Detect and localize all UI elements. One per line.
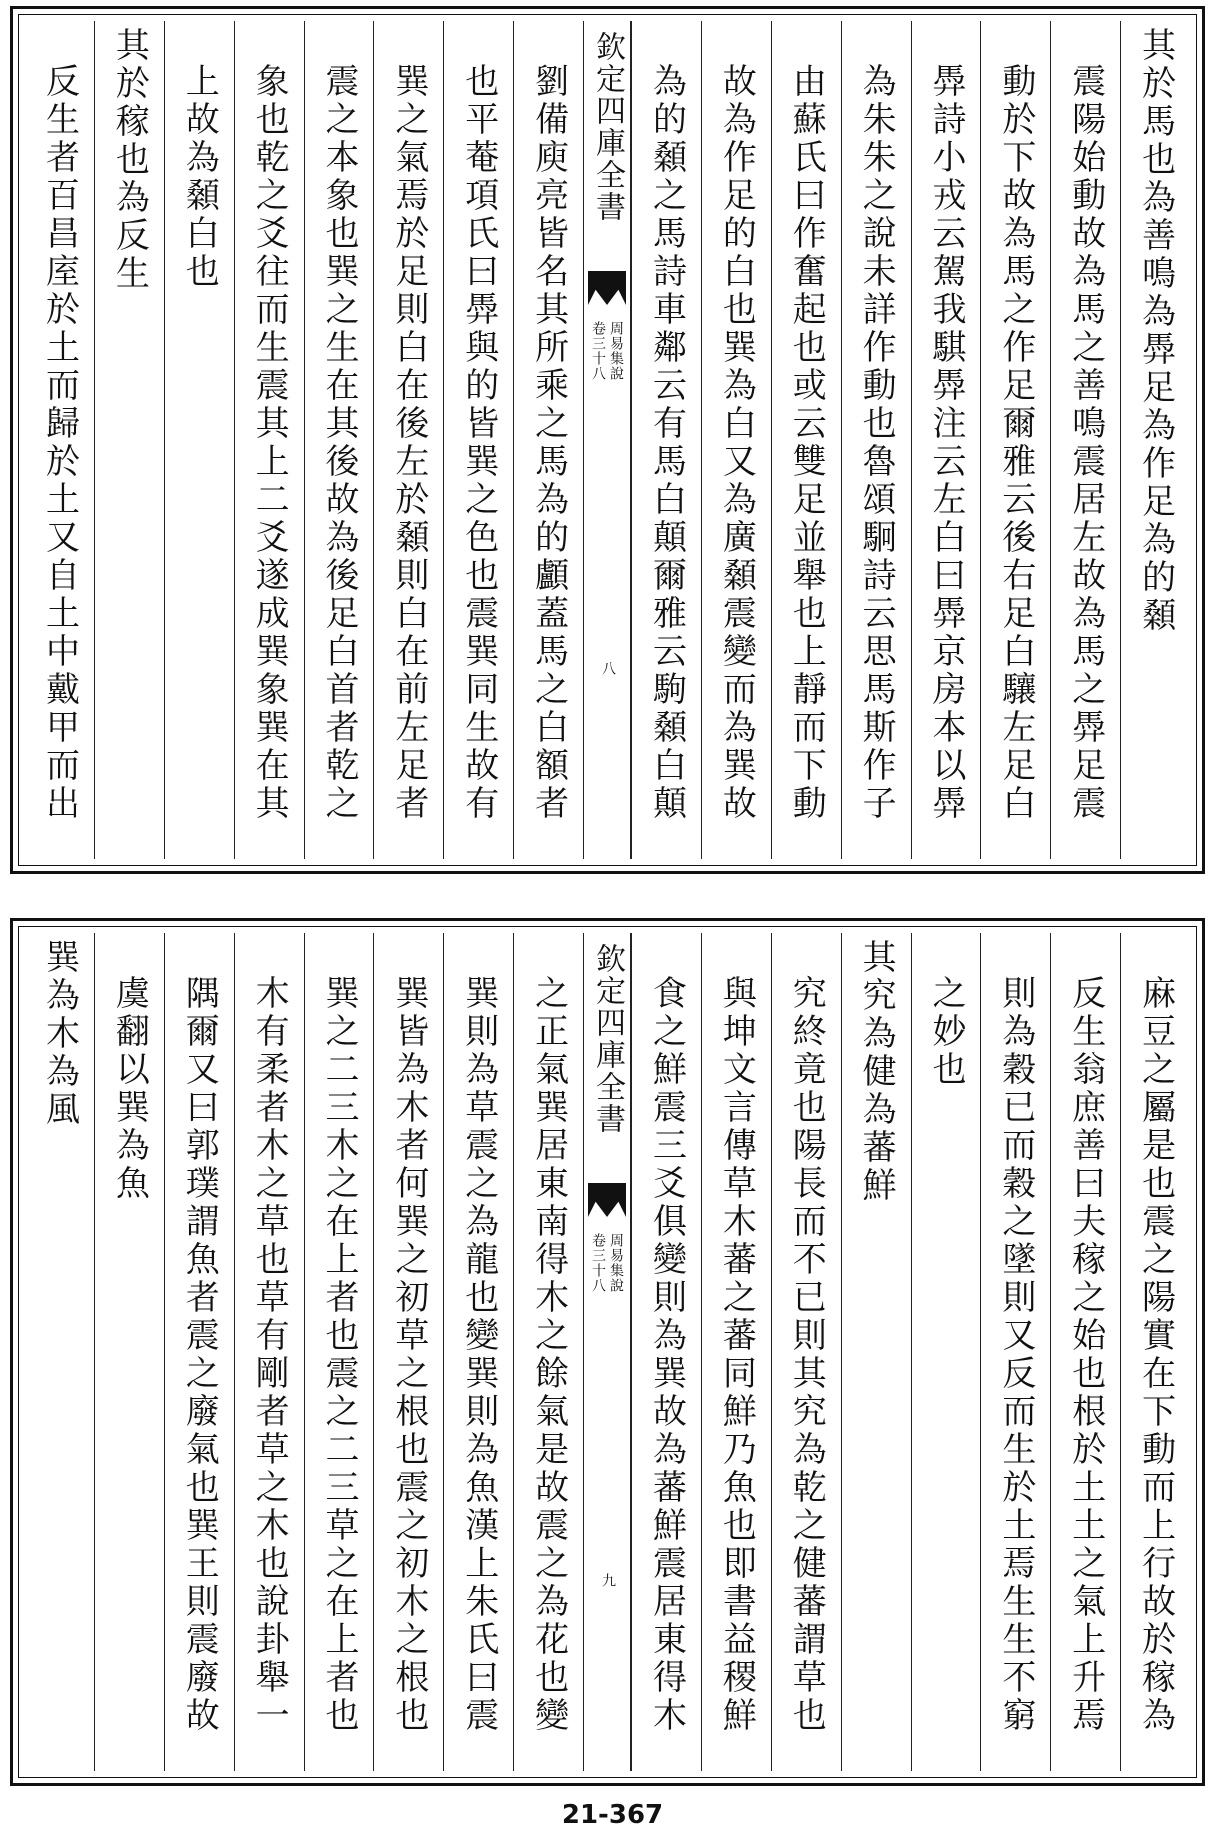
volume-label: 卷三十八 bbox=[590, 1233, 606, 1293]
text-column: 究終竟也陽長而不已則其究為乾之健蕃謂草也 bbox=[771, 933, 841, 1771]
text-column: 震陽始動故為馬之善鳴震居左故為馬之馵足震 bbox=[1050, 21, 1120, 859]
text-column: 之妙也 bbox=[911, 933, 981, 1771]
fish-tail-mark bbox=[588, 1183, 626, 1217]
text-column: 虞翻以巽為魚 bbox=[94, 933, 164, 1771]
text-column: 上故為顙白也 bbox=[164, 21, 234, 859]
text-column: 食之鮮震三爻俱變則為巽故為蕃鮮震居東得木 bbox=[631, 933, 701, 1771]
text-column: 木有柔者木之草也草有剛者草之木也說卦舉一 bbox=[234, 933, 304, 1771]
book-title: 欽定四庫全書 bbox=[590, 943, 625, 1135]
page-number: 八 bbox=[600, 661, 616, 675]
fish-tail-mark bbox=[588, 271, 626, 305]
top-page bbox=[10, 6, 1205, 874]
text-column: 為朱朱之說未詳作動也魯頌駉詩云思馬斯作子 bbox=[841, 21, 911, 859]
text-column: 與坤文言傳草木蕃之蕃同鮮乃魚也即書益稷鮮 bbox=[701, 933, 771, 1771]
text-column: 其於馬也為善鳴為馵足為作足為的顙 bbox=[1120, 21, 1190, 859]
text-column: 巽則為草震之為龍也變巽則為魚漢上朱氏曰震 bbox=[443, 933, 513, 1771]
center-margin bbox=[583, 21, 631, 859]
text-column: 劉備庾亮皆名其所乘之馬為的顱蓋馬之白額者 bbox=[513, 21, 583, 859]
bottom-page bbox=[10, 918, 1205, 1786]
text-column: 麻豆之屬是也震之陽實在下動而上行故於稼為 bbox=[1120, 933, 1190, 1771]
text-column: 之正氣巽居東南得木之餘氣是故震之為花也變 bbox=[513, 933, 583, 1771]
text-column: 巽之氣焉於足則白在後左於顙則白在前左足者 bbox=[373, 21, 443, 859]
text-column: 也平菴項氏曰馵與的皆巽之色也震巽同生故有 bbox=[443, 21, 513, 859]
text-column: 巽為木為風 bbox=[39, 939, 80, 1129]
page-footer-number: 21-367 bbox=[561, 1800, 664, 1830]
text-column: 巽之二三木之在上者也震之二三草之在上者也 bbox=[304, 933, 374, 1771]
text-column: 震之本象也巽之生在其後故為後足白首者乾之 bbox=[304, 21, 374, 859]
book-title: 欽定四庫全書 bbox=[590, 31, 625, 223]
text-column: 隅爾又曰郭璞謂魚者震之廢氣也巽王則震廢故 bbox=[164, 933, 234, 1771]
text-column: 其究為健為蕃鮮 bbox=[841, 933, 911, 1771]
text-column: 反生翁庶善曰夫稼之始也根於土土之氣上升焉 bbox=[1050, 933, 1120, 1771]
text-column: 動於下故為馬之作足爾雅云後右足白驤左足白 bbox=[980, 21, 1050, 859]
text-column: 象也乾之爻往而生震其上二爻遂成巽象巽在其 bbox=[234, 21, 304, 859]
text-column: 則為穀已而穀之墜則又反而生於土焉生生不窮 bbox=[980, 933, 1050, 1771]
text-column: 反生者百昌庢於土而歸於土又自土中戴甲而出 bbox=[39, 63, 80, 823]
text-column: 其於稼也為反生 bbox=[94, 21, 164, 859]
text-column: 為的顙之馬詩車鄰云有馬白顛爾雅云駒顙白顛 bbox=[631, 21, 701, 859]
volume-label: 卷三十八 bbox=[590, 321, 606, 381]
text-column: 由蘇氏曰作奮起也或云雙足並舉也上靜而下動 bbox=[771, 21, 841, 859]
book-name: 周易集說 bbox=[608, 321, 624, 381]
text-column: 故為作足的白也巽為白又為廣顙震變而為巽故 bbox=[701, 21, 771, 859]
center-margin bbox=[583, 933, 631, 1771]
text-column: 巽皆為木者何巽之初草之根也震之初木之根也 bbox=[373, 933, 443, 1771]
book-name: 周易集說 bbox=[608, 1233, 624, 1293]
page-number: 九 bbox=[600, 1573, 616, 1587]
text-column: 馵詩小戎云駕我騏馵注云左白曰馵京房本以馵 bbox=[911, 21, 981, 859]
